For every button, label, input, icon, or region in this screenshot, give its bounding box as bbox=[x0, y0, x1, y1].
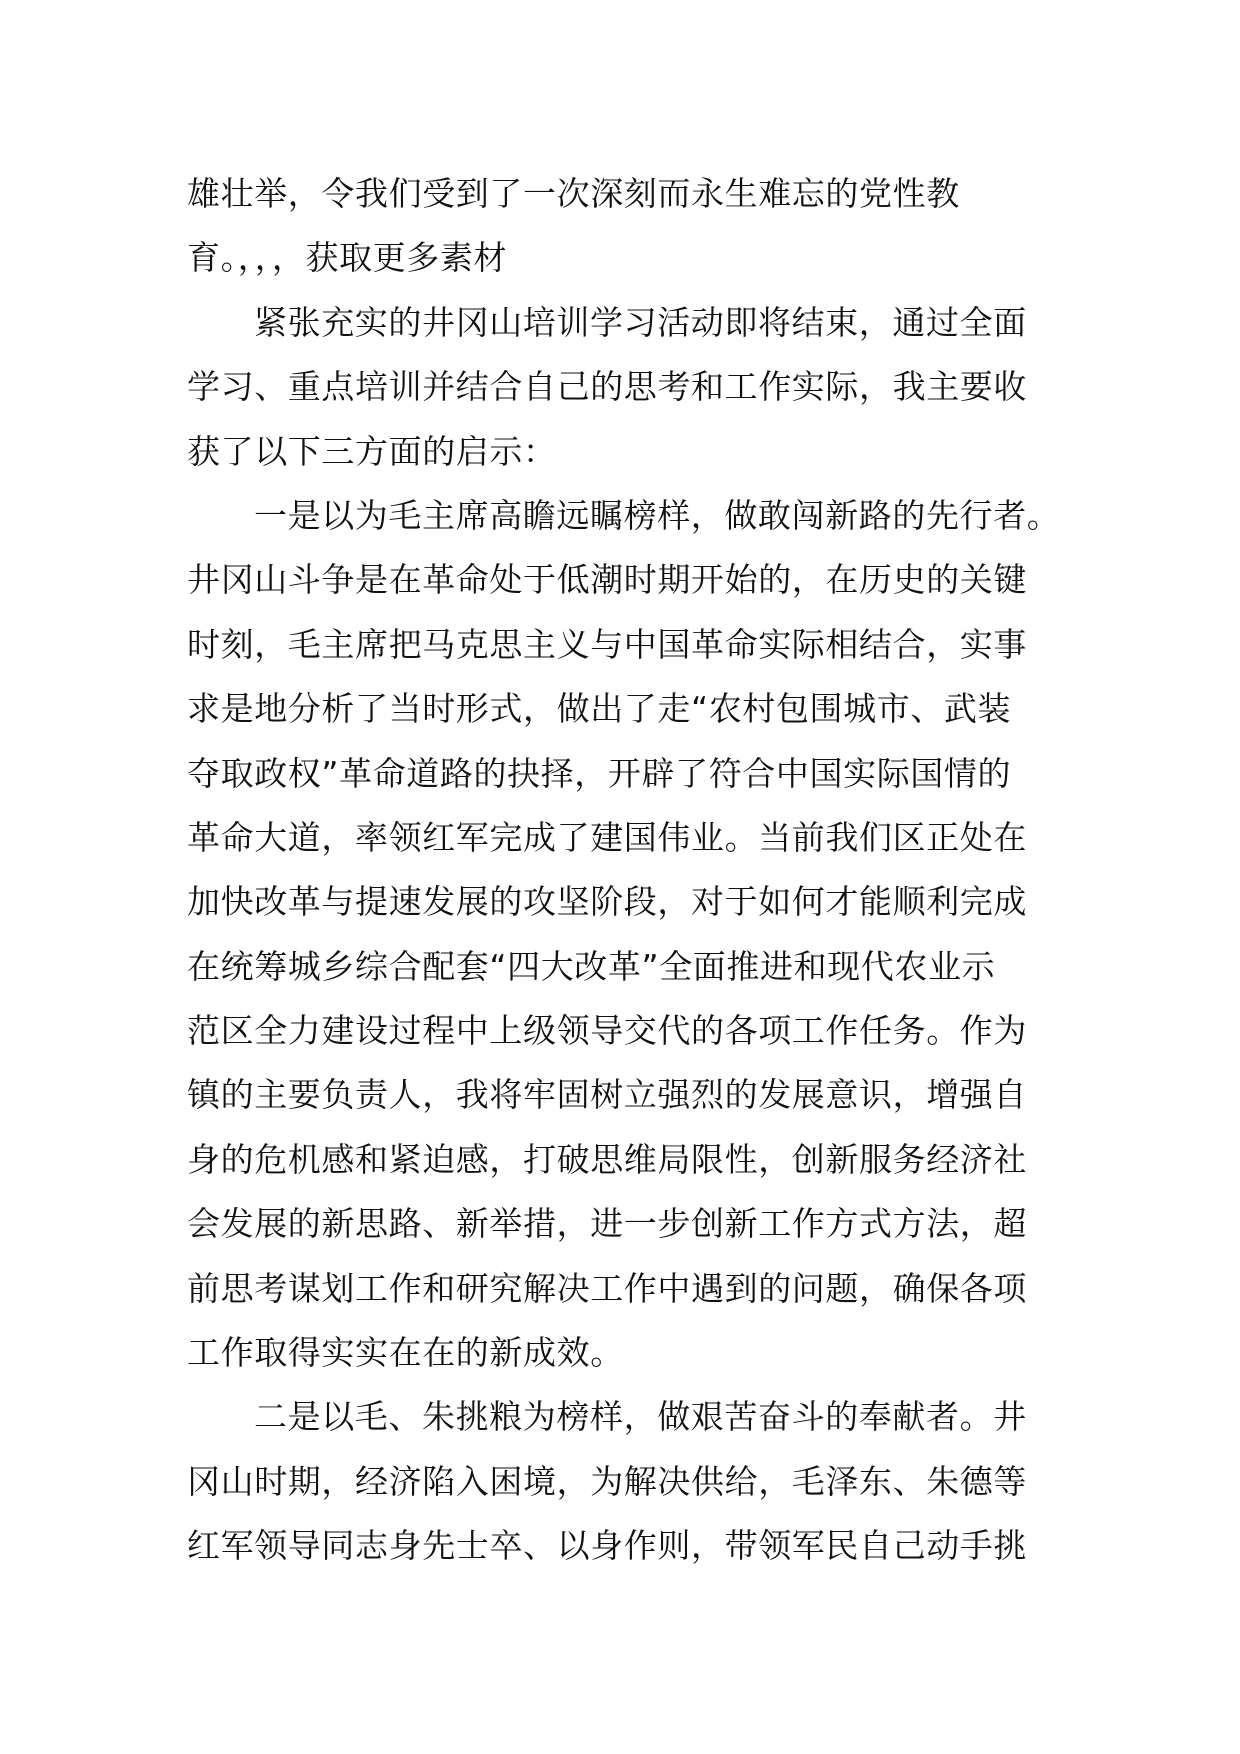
text-line: 求是地分析了当时形式，做出了走“农村包围城市、武装 bbox=[187, 689, 1012, 729]
text-line: 时刻，毛主席把马克思主义与中国革命实际相结合，实事 bbox=[187, 624, 1027, 664]
text-line: 革命大道，率领红军完成了建国伟业。当前我们区正处在 bbox=[187, 817, 1027, 857]
text-line: 夺取政权”革命道路的抉择，开辟了符合中国实际国情的 bbox=[187, 753, 1012, 793]
text-line: 育。，，，获取更多素材 bbox=[187, 238, 508, 278]
text-line: 获了以下三方面的启示： bbox=[187, 431, 557, 471]
text-line: 镇的主要负责人，我将牢固树立强烈的发展意识，增强自 bbox=[187, 1075, 1027, 1115]
text-line: 雄壮举，令我们受到了一次深刻而永生难忘的党性教 bbox=[187, 174, 960, 213]
text-line: 在统筹城乡综合配套“四大改革”全面推进和现代农业示 bbox=[187, 946, 996, 986]
text-line: 冈山时期，经济陷入困境，为解决供给，毛泽东、朱德等 bbox=[187, 1461, 1027, 1501]
text-line: 红军领导同志身先士卒、以身作则，带领军民自己动手挑 bbox=[187, 1526, 1027, 1566]
paragraph-first-line: 紧张充实的井冈山培训学习活动即将结束，通过全面 bbox=[254, 302, 1027, 342]
text-line: 加快改革与提速发展的攻坚阶段，对于如何才能顺利完成 bbox=[187, 882, 1027, 922]
text-line: 范区全力建设过程中上级领导交代的各项工作任务。作为 bbox=[187, 1011, 1027, 1051]
paragraph-first-line: 二是以毛、朱挑粮为榜样，做艰苦奋斗的奉献者。井 bbox=[254, 1397, 1027, 1437]
text-line: 工作取得实实在在的新成效。 bbox=[187, 1333, 624, 1373]
text-line: 前思考谋划工作和研究解决工作中遇到的问题，确保各项 bbox=[187, 1268, 1027, 1308]
paragraph-first-line: 一是以为毛主席高瞻远瞩榜样，做敢闯新路的先行者。 bbox=[254, 495, 1061, 535]
text-line: 身的危机感和紧迫感，打破思维局限性，创新服务经济社 bbox=[187, 1139, 1027, 1179]
body-text bbox=[187, 162, 1067, 1579]
text-line: 井冈山斗争是在革命处于低潮时期开始的，在历史的关键 bbox=[187, 560, 1027, 600]
text-line: 会发展的新思路、新举措，进一步创新工作方式方法，超 bbox=[187, 1204, 1027, 1244]
text-line: 学习、重点培训并结合自己的思考和工作实际，我主要收 bbox=[187, 367, 1027, 407]
